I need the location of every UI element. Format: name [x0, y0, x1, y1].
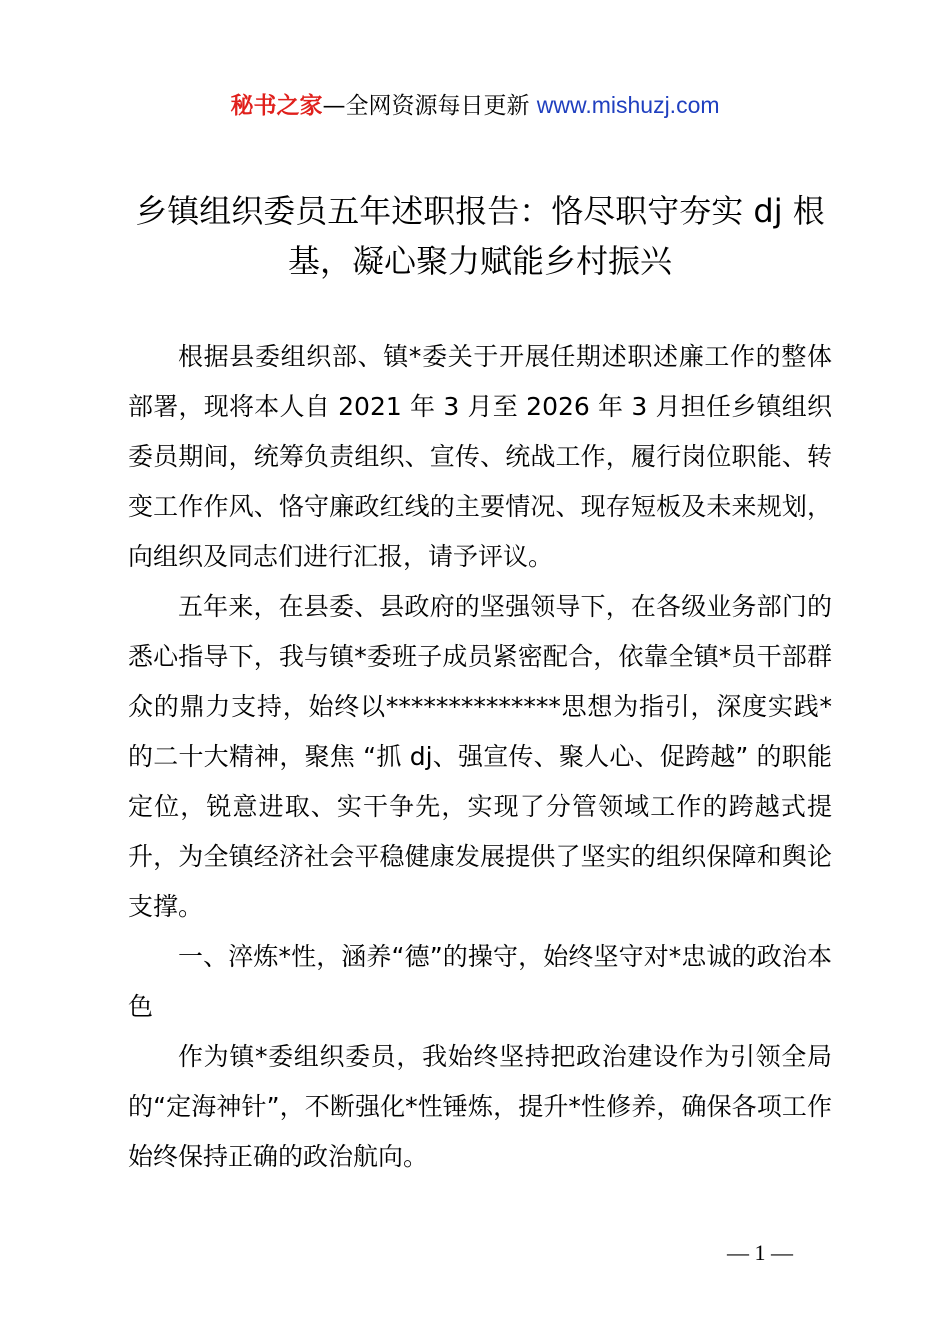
site-url[interactable]: www.mishuzj.com	[536, 92, 720, 118]
site-header	[0, 90, 950, 121]
section-heading-1: 一、淬炼*性，涵养“德”的操守，始终坚守对*忠诚的政治本色	[128, 942, 832, 1021]
document-title: 乡镇组织委员五年述职报告：恪尽职守夯实 dj 根基，凝心聚力赋能乡村振兴	[135, 192, 825, 280]
paragraph-intro: 根据县委组织部、镇*委关于开展任期述职述廉工作的整体部署，现将本人自 2021 年 3 月至 2026 年 3 月担任乡镇组织委员期间，统筹负责组织、宣传、统战工作，履行岗位职能、转变工作作风、恪守廉政红线的主要情况、现存短板及未来规划，向组织及同志们进行汇报，请予评议。	[128, 342, 832, 571]
site-name: 秘书之家	[230, 93, 323, 119]
paragraph-overview: 五年来，在县委、县政府的坚强领导下，在各级业务部门的悉心指导下，我与镇*委班子成员紧密配合，依靠全镇*员干部群众的鼎力支持，始终以**************思想为指引，深度实践*的二十大精神，聚焦 “抓 dj、强宣传、聚人心、促跨越” 的职能定位，锐意进取、实干争先，实现了分管领域工作的跨越式提升，为全镇经济社会平稳健康发展提供了坚实的组织保障和舆论支撑。	[128, 592, 832, 921]
paragraph-section-1: 作为镇*委组织委员，我始终坚持把政治建设作为引领全局的“定海神针”，不断强化*性锤炼，提升*性修养，确保各项工作始终保持正确的政治航向。	[128, 1042, 832, 1171]
document-body	[128, 332, 832, 1182]
page-number: — 1 —	[727, 1240, 793, 1265]
site-tagline: —全网资源每日更新	[322, 93, 537, 119]
